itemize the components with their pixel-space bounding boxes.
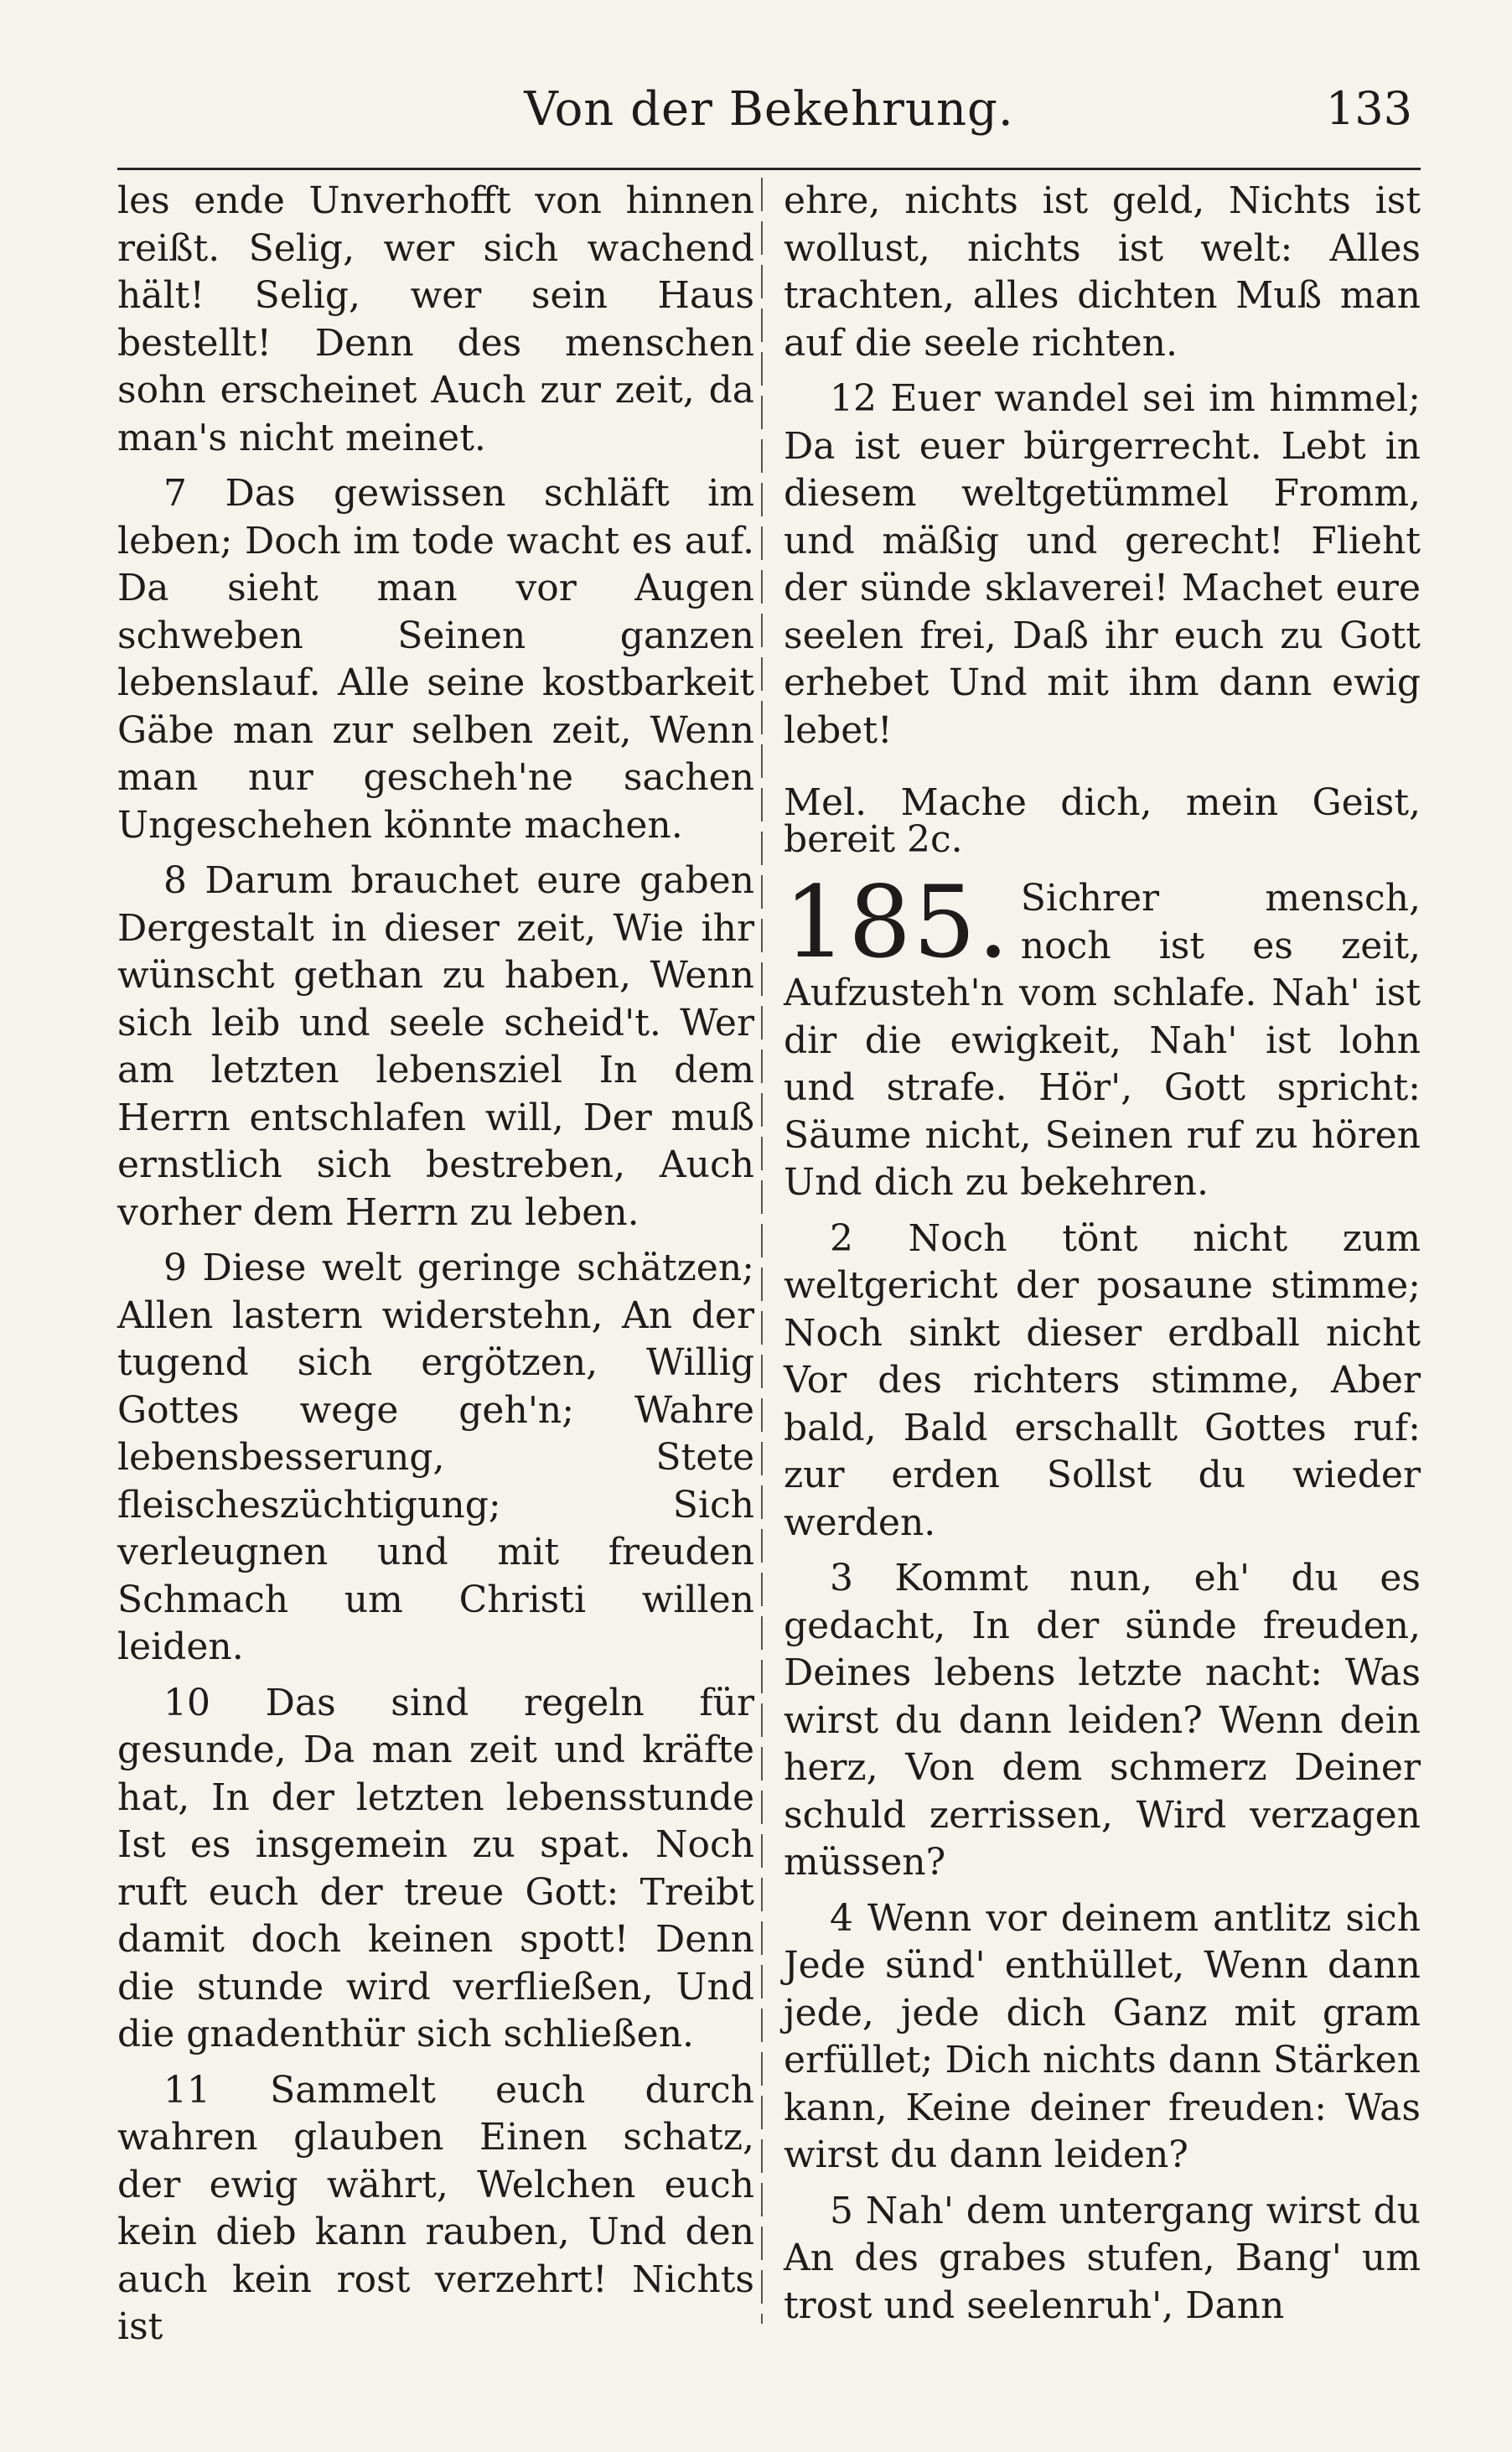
left-column bbox=[117, 178, 754, 2348]
hymn-185-verse-1: Sichrer mensch, noch ist es zeit, Aufzusteh'n vom schlafe. Nah' ist dir die ewigkeit, Nah' ist lohn und strafe. Hör', Gott spricht: Säume nicht, Seinen ruf zu hören Und dich zu bekehren. bbox=[784, 877, 1421, 1204]
hymn-number: 185. bbox=[784, 864, 1011, 980]
hymn-185-verse-4: 4 Wenn vor deinem antlitz sich Jede sünd' enthüllet, Wenn dann jede, jede dich Ganz mit gram erfüllet; Dich nichts dann Stärken kann, Keine deiner freuden: Was wirst du dann leiden? bbox=[784, 1896, 1421, 2176]
hymn-185-verse-3: 3 Kommt nun, eh' du es gedacht, In der sünde freuden, Deines lebens letzte nacht: Was wirst du dann leiden? Wenn dein herz, Von dem schmerz Deiner schuld zerrissen, Wird verzagen müssen? bbox=[784, 1557, 1421, 1884]
verse-11: 11 Sammelt euch durch wahren glauben Einen schatz, der ewig währt, Welchen euch kein dieb kann rauben, Und den auch kein rost verzehrt! Nichts ist bbox=[117, 2068, 754, 2348]
melody-line: Mel. Mache dich, mein Geist, bereit 2c. bbox=[784, 781, 1421, 861]
running-title: Von der Bekehrung. bbox=[524, 82, 1014, 137]
verse-12: 12 Euer wandel sei im himmel; Da ist euer bürgerrecht. Lebt in diesem weltgetümmel Fromm, und mäßig und gerecht! Flieht der sünde sklaverei! Machet eure seelen frei, Daß ihr euch zu Gott erhebet Und mit ihm dann ewig lebet! bbox=[784, 377, 1421, 752]
column-divider bbox=[761, 178, 763, 2324]
page-header bbox=[117, 74, 1421, 149]
hymn-185 bbox=[784, 864, 1421, 1207]
verse-9: 9 Diese welt geringe schätzen; Allen lastern widerstehn, An der tugend sich ergötzen, Willig Gottes wege geh'n; Wahre lebensbesserung, Stete fleischeszüchtigung; Sich verleugnen und mit freuden Schmach um Christi willen leiden. bbox=[117, 1247, 754, 1668]
header-rule bbox=[117, 168, 1421, 170]
verse-continuation: les ende Unverhofft von hinnen reißt. Selig, wer sich wachend hält! Selig, wer sein Haus bestellt! Denn des menschen sohn erscheinet Auch zur zeit, da man's nicht meinet. bbox=[117, 179, 754, 459]
hymn-185-verse-2: 2 Noch tönt nicht zum weltgericht der posaune stimme; Noch sinkt dieser erdball nicht Vor des richters stimme, Aber bald, Bald erschallt Gottes ruf: zur erden Sollst du wieder werden. bbox=[784, 1216, 1421, 1544]
verse-continuation-right: ehre, nichts ist geld, Nichts ist wollust, nichts ist welt: Alles trachten, alles dichten Muß man auf die seele richten. bbox=[784, 179, 1421, 365]
verse-8: 8 Darum brauchet eure gaben Dergestalt in dieser zeit, Wie ihr wünscht gethan zu haben, Wenn sich leib und seele scheid't. Wer am letzten lebensziel In dem Herrn entschlafen will, Der muß ernstlich sich bestreben, Auch vorher dem Herrn zu leben. bbox=[117, 859, 754, 1234]
hymn-185-verse-5: 5 Nah' dem untergang wirst du An des grabes stufen, Bang' um trost und seelenruh', Dann bbox=[784, 2189, 1421, 2327]
right-column bbox=[784, 178, 1421, 2327]
page-number: 133 bbox=[1325, 82, 1412, 135]
verse-10: 10 Das sind regeln für gesunde, Da man zeit und kräfte hat, In der letzten lebensstunde Ist es insgemein zu spat. Noch ruft euch der treue Gott: Treibt damit doch keinen spott! Denn die stunde wird verfließen, Und die gnadenthür sich schließen. bbox=[117, 1681, 754, 2055]
verse-7: 7 Das gewissen schläft im leben; Doch im tode wacht es auf. Da sieht man vor Augen schweben Seinen ganzen lebenslauf. Alle seine kostbarkeit Gäbe man zur selben zeit, Wenn man nur gescheh'ne sachen Ungeschehen könnte machen. bbox=[117, 472, 754, 847]
